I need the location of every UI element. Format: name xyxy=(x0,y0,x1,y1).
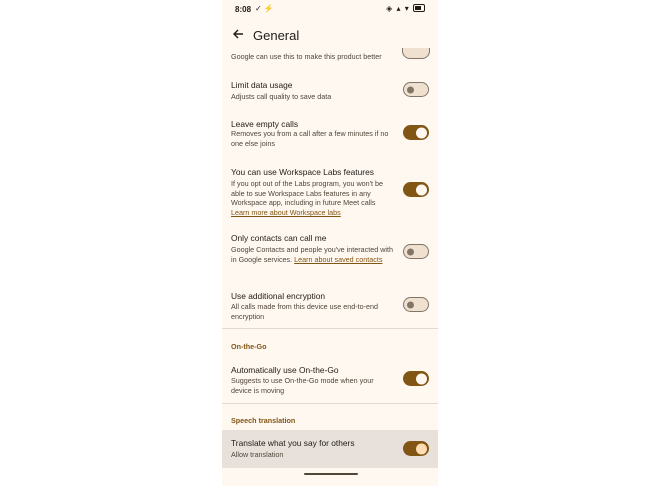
toggle-translate-speech[interactable] xyxy=(403,441,429,456)
learn-more-workspace-labs-link[interactable]: Learn more about Workspace labs xyxy=(231,208,341,218)
setting-title: Leave empty calls xyxy=(231,119,299,129)
setting-title: Automatically use On-the-Go xyxy=(231,365,339,375)
gesture-nav-handle[interactable] xyxy=(304,473,358,475)
setting-only-contacts[interactable] xyxy=(222,231,438,273)
divider xyxy=(222,328,438,329)
setting-subtitle: Suggests to use On-the-Go mode when your device is moving xyxy=(231,376,374,395)
battery-icon xyxy=(413,4,425,12)
setting-subtitle xyxy=(231,179,395,218)
setting-additional-encryption[interactable] xyxy=(222,289,438,323)
toggle-partial[interactable] xyxy=(402,48,430,59)
section-header-on-the-go: On-the-Go xyxy=(231,342,267,351)
toggle-leave-empty-calls[interactable] xyxy=(403,125,429,140)
toggle-workspace-labs[interactable] xyxy=(403,182,429,197)
setting-subtitle-text: If you opt out of the Labs program, you won't be able to sue Workspace Labs features in any Workspace app, including in future Meet calls xyxy=(231,179,384,208)
setting-subtitle xyxy=(231,245,395,264)
status-bar xyxy=(222,0,438,20)
partial-setting-subtitle: Google can use this to make this product better xyxy=(231,52,382,61)
setting-subtitle: Allow translation xyxy=(231,450,284,459)
app-bar xyxy=(222,24,438,50)
setting-subtitle: Adjusts call quality to save data xyxy=(231,92,332,101)
setting-auto-on-the-go[interactable] xyxy=(222,363,438,395)
status-time: 8:08 xyxy=(235,5,252,14)
toggle-limit-data-usage[interactable] xyxy=(403,82,429,97)
setting-workspace-labs[interactable] xyxy=(222,165,438,217)
setting-title: Limit data usage xyxy=(231,80,293,90)
setting-translate-speech[interactable] xyxy=(222,437,438,465)
setting-subtitle-text: Google Contacts and people you've interacted with in Google services. xyxy=(231,245,393,264)
toggle-only-contacts[interactable] xyxy=(403,244,429,259)
setting-limit-data-usage[interactable] xyxy=(222,78,438,108)
setting-subtitle: All calls made from this device use end-to-end encryption xyxy=(231,302,379,321)
page-title: General xyxy=(253,28,300,43)
setting-title: Only contacts can call me xyxy=(231,233,327,243)
setting-title: Translate what you say for others xyxy=(231,438,355,448)
notification-icons: ✓ ⚡ xyxy=(255,4,274,13)
learn-about-saved-contacts-link[interactable]: Learn about saved contacts xyxy=(294,254,383,264)
signal-wifi-icon: ◈ ▴ ▾ xyxy=(386,4,410,13)
setting-title: You can use Workspace Labs features xyxy=(231,167,374,177)
section-header-speech-translation: Speech translation xyxy=(231,416,296,425)
arrow-back-icon[interactable] xyxy=(230,28,246,44)
setting-subtitle: Removes you from a call after a few minutes if no one else joins xyxy=(231,129,389,148)
system-icons xyxy=(386,4,425,13)
toggle-auto-on-the-go[interactable] xyxy=(403,371,429,386)
phone-screen xyxy=(222,0,438,486)
setting-leave-empty-calls[interactable] xyxy=(222,117,438,153)
setting-title: Use additional encryption xyxy=(231,291,326,301)
divider xyxy=(222,403,438,404)
toggle-additional-encryption[interactable] xyxy=(403,297,429,312)
